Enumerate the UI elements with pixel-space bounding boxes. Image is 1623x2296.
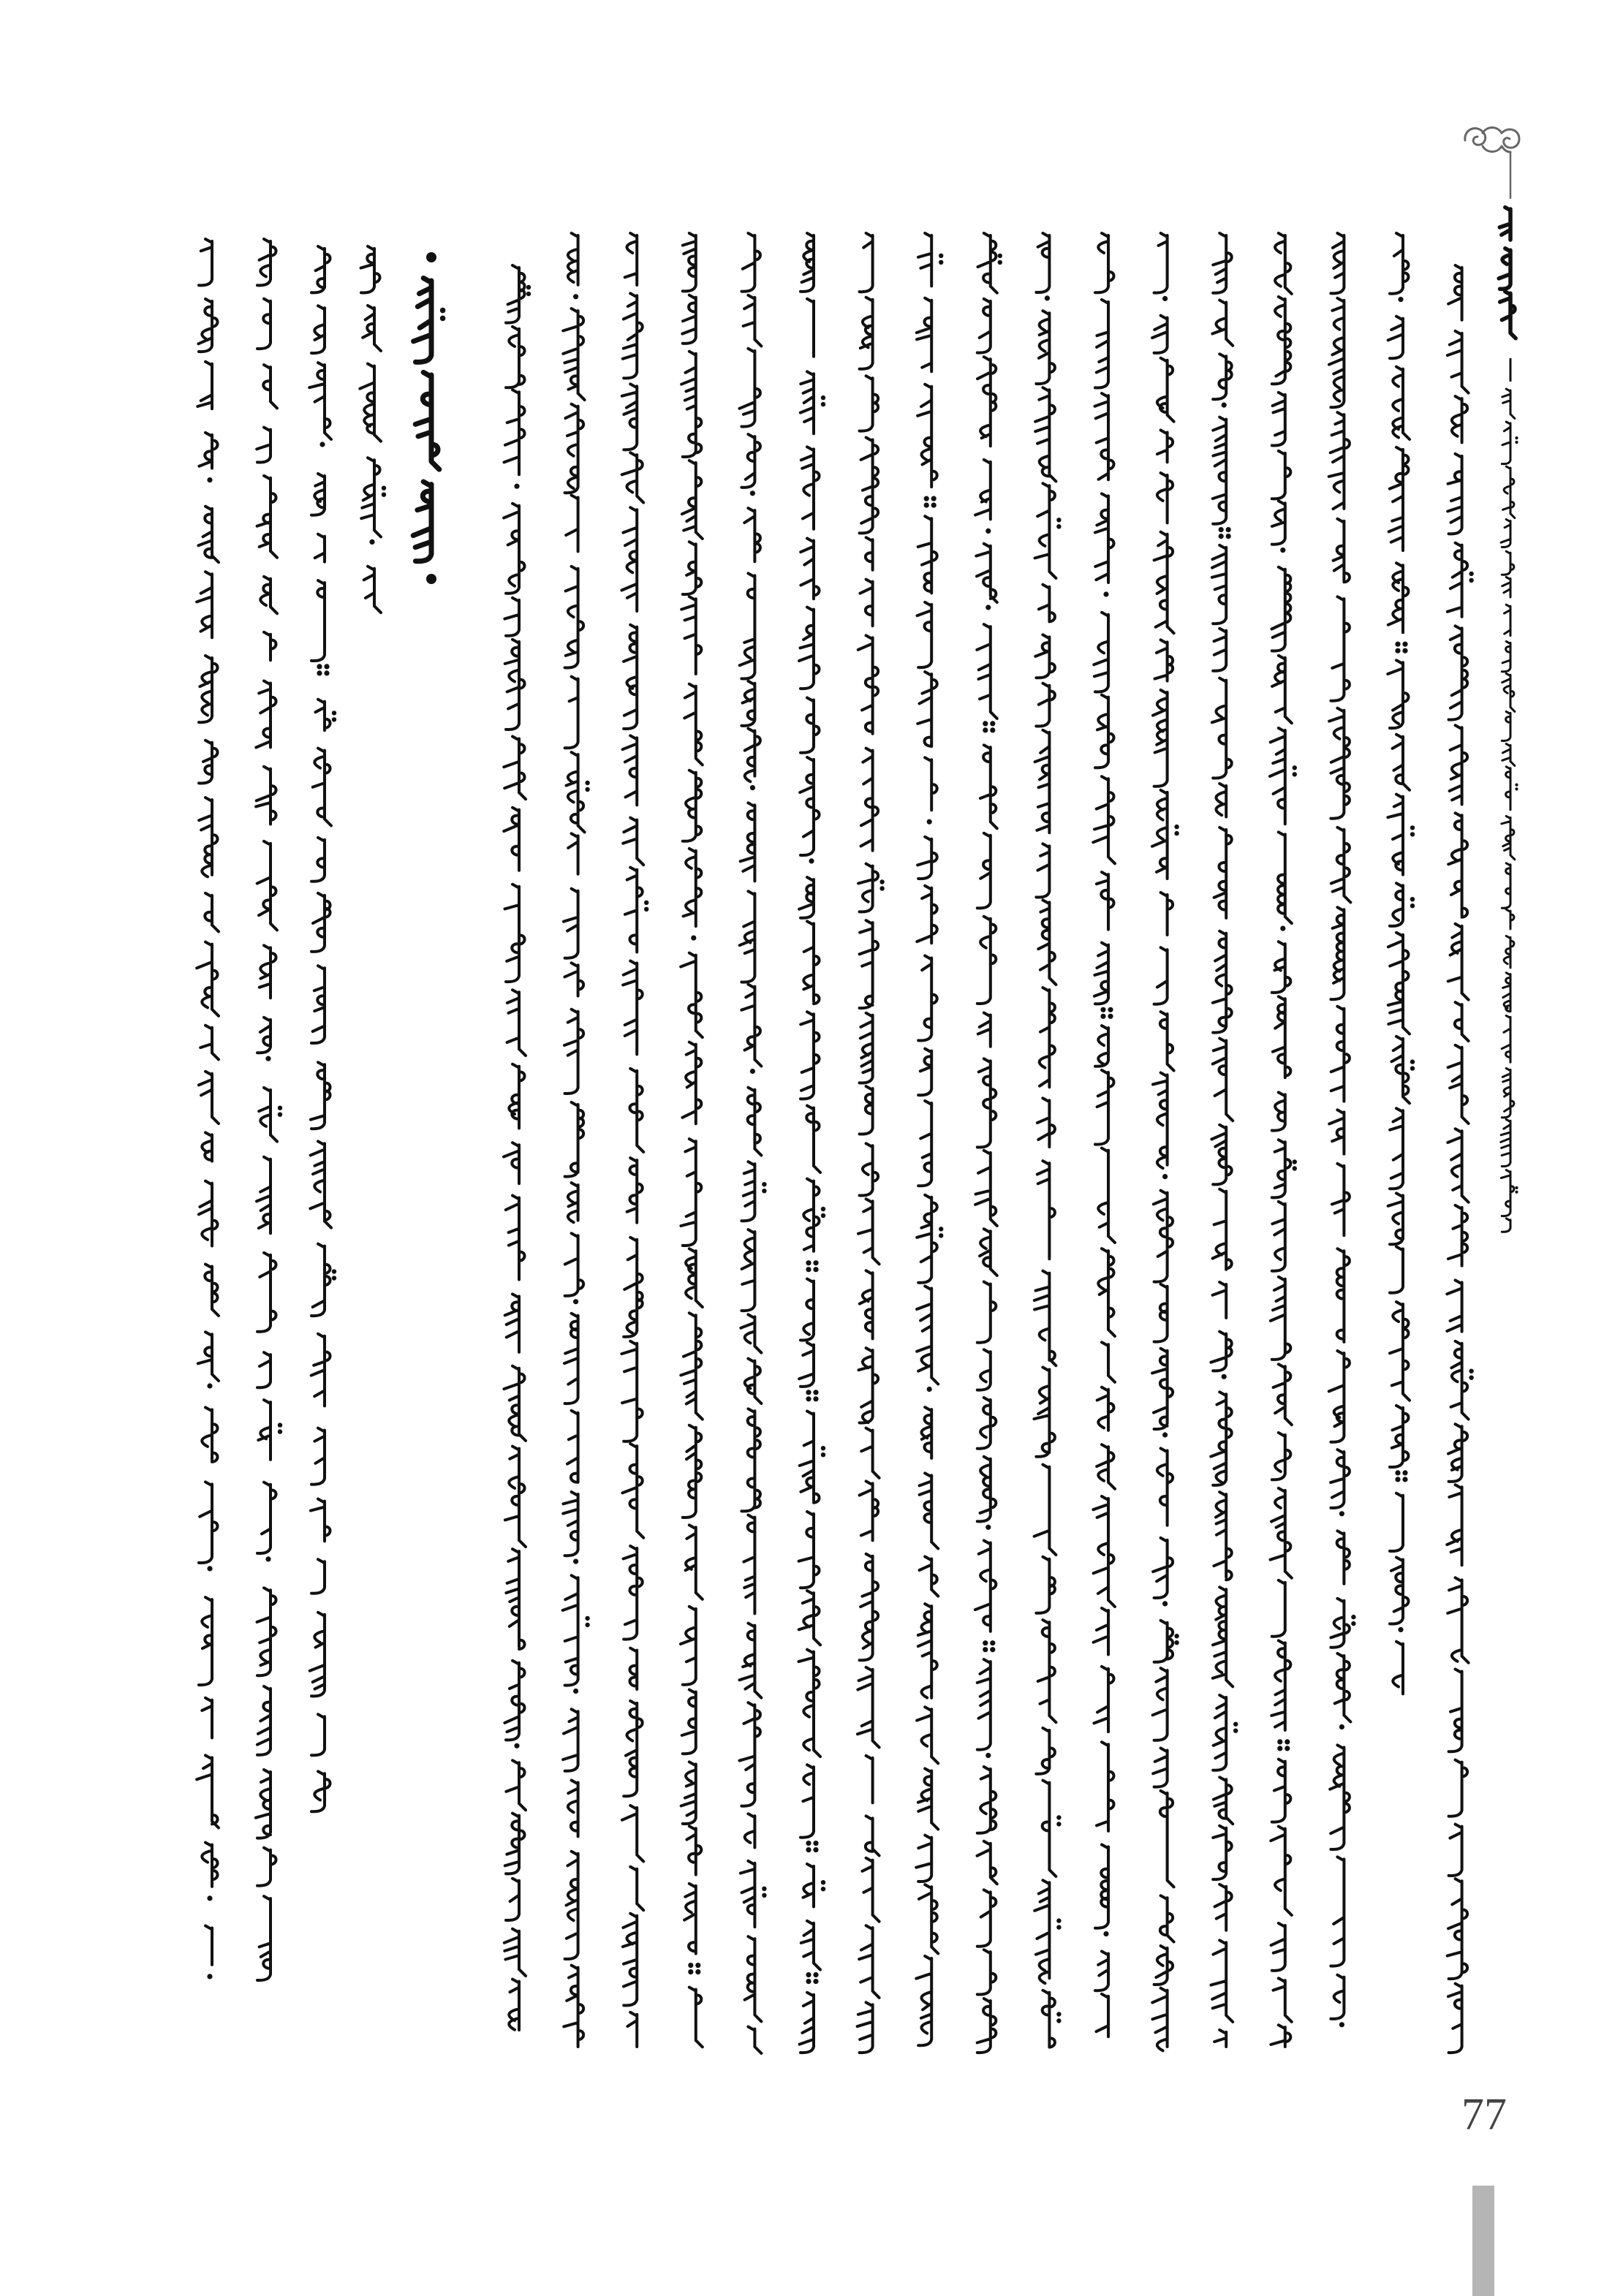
punctuation-mark <box>1277 1746 1282 1751</box>
glyph-dot <box>526 292 531 296</box>
punctuation-mark <box>750 490 755 496</box>
glyph-dot <box>939 260 943 265</box>
punctuation-mark <box>1398 297 1403 302</box>
punctuation-mark <box>1108 1007 1113 1012</box>
prose-line <box>681 233 703 2047</box>
glyph-dot <box>1351 1621 1355 1626</box>
poem-line-strokes <box>256 239 277 1980</box>
prose-line-strokes <box>1211 233 1233 2047</box>
glyph-dot <box>1056 2012 1061 2016</box>
glyph-dot <box>821 1452 825 1457</box>
punctuation-mark <box>324 664 329 669</box>
punctuation-mark <box>806 1396 811 1401</box>
punctuation-mark <box>1339 1724 1344 1729</box>
punctuation-mark <box>1103 1931 1108 1936</box>
punctuation-mark <box>1280 548 1285 553</box>
glyph-dot <box>1233 1729 1238 1733</box>
glyph-dot <box>1056 1918 1061 1922</box>
glyph-dot <box>1174 831 1179 836</box>
prose-line <box>504 265 531 2030</box>
prose-line <box>799 233 826 2053</box>
glyph-dot <box>1410 1066 1415 1070</box>
punctuation-mark <box>1395 1477 1400 1482</box>
glyph-dot <box>939 254 943 258</box>
punctuation-mark <box>514 1743 519 1748</box>
punctuation-mark <box>990 1647 995 1652</box>
glyph-dot <box>1410 897 1415 901</box>
glyph-dot <box>278 1106 282 1110</box>
poem-line <box>197 239 219 1979</box>
glyph-dot <box>644 901 648 905</box>
punctuation-mark <box>1395 1470 1400 1475</box>
prose-line-strokes <box>858 233 879 2053</box>
glyph-dot <box>821 1880 825 1884</box>
prose-line <box>858 233 885 2053</box>
heading-bullet <box>426 252 436 262</box>
glyph-dot <box>332 717 336 721</box>
glyph-dot <box>1410 832 1415 836</box>
glyph-dot <box>998 260 1002 265</box>
glyph-dot <box>998 254 1002 258</box>
glyph-dot <box>1469 1369 1473 1374</box>
prose-line <box>1211 233 1238 2047</box>
running-header <box>1499 208 1518 1232</box>
punctuation-mark <box>265 1556 270 1561</box>
glyph-dot <box>1469 572 1473 576</box>
punctuation-mark <box>983 1647 988 1652</box>
punctuation-mark <box>806 1390 811 1395</box>
poem-text <box>197 239 386 1980</box>
glyph-dot <box>1174 1640 1179 1645</box>
punctuation-mark <box>806 1267 811 1272</box>
glyph-dot <box>278 1113 282 1117</box>
glyph-dot <box>1174 1634 1179 1638</box>
punctuation-mark <box>990 721 995 726</box>
punctuation-mark <box>809 858 814 863</box>
glyph-dot <box>278 1429 282 1433</box>
prose-line <box>1329 233 1356 2027</box>
prose-line <box>1447 265 1474 2053</box>
punctuation-mark <box>324 670 329 675</box>
punctuation-mark <box>1226 534 1231 539</box>
flourish-ornament-curls <box>1465 128 1519 153</box>
poem-line-strokes <box>309 246 331 1811</box>
punctuation-mark <box>688 1969 693 1974</box>
prose-line-strokes <box>1152 233 1174 2050</box>
glyph-dot <box>879 886 884 890</box>
prose-line-strokes <box>563 233 585 2047</box>
punctuation-mark <box>695 1963 700 1968</box>
punctuation-mark <box>1162 1601 1168 1606</box>
prose-line <box>1388 233 1415 1694</box>
glyph-dot <box>1515 784 1518 787</box>
glyph-dot <box>762 1887 766 1891</box>
glyph-dot <box>526 285 531 289</box>
punctuation-mark <box>514 484 519 489</box>
punctuation-mark <box>924 503 929 508</box>
punctuation-mark <box>924 496 929 501</box>
prose-line-strokes <box>799 233 821 2053</box>
punctuation-mark <box>1226 527 1231 532</box>
section-heading-text <box>413 278 445 561</box>
glyph-dot <box>939 1233 943 1238</box>
prose-line-strokes <box>504 265 526 2030</box>
punctuation-mark <box>813 1847 818 1852</box>
punctuation-mark <box>813 1260 818 1265</box>
glyph-dot <box>382 486 386 490</box>
glyph-dot <box>332 1269 336 1273</box>
punctuation-mark <box>1285 1739 1290 1744</box>
prose-line <box>563 233 590 2047</box>
glyph-dot <box>821 395 825 400</box>
glyph-dot <box>332 711 336 715</box>
punctuation-mark <box>691 936 696 941</box>
punctuation-mark <box>207 1383 212 1388</box>
glyph-dot <box>1469 1376 1473 1380</box>
glyph-dot <box>332 1276 336 1280</box>
punctuation-mark <box>207 477 212 482</box>
glyph-dot <box>1293 1159 1297 1164</box>
glyph-dot <box>1233 1722 1238 1727</box>
glyph-dot <box>278 1422 282 1427</box>
punctuation-mark <box>1100 1014 1105 1019</box>
punctuation-mark <box>207 1566 212 1571</box>
glyph-dot <box>1056 1815 1061 1819</box>
punctuation-mark <box>265 1056 270 1061</box>
glyph-dot <box>821 1887 825 1891</box>
poem-line-strokes <box>360 246 381 613</box>
poem-line <box>360 246 386 613</box>
glyph-dot <box>762 1189 766 1193</box>
punctuation-mark <box>1100 1007 1105 1012</box>
running-header-title-strokes <box>1499 208 1516 338</box>
glyph-dot <box>762 1182 766 1186</box>
punctuation-mark <box>813 1390 818 1395</box>
glyph-dot <box>821 1446 825 1450</box>
glyph-dot <box>1174 825 1179 829</box>
page-number: 77 <box>1461 2090 1507 2140</box>
glyph-dot <box>1293 765 1297 770</box>
glyph-dot <box>1056 2018 1061 2023</box>
punctuation-mark <box>1395 642 1400 647</box>
prose-line-strokes <box>1034 233 1056 2047</box>
punctuation-mark <box>573 1559 578 1564</box>
punctuation-mark <box>207 1974 212 1979</box>
prose-line <box>740 233 767 2053</box>
punctuation-mark <box>806 1260 811 1265</box>
punctuation-mark <box>1402 642 1407 647</box>
punctuation-mark <box>317 664 322 669</box>
glyph-dot <box>1515 1186 1518 1189</box>
glyph-dot <box>1056 524 1061 528</box>
glyph-dot <box>1410 825 1415 830</box>
punctuation-mark <box>931 503 937 508</box>
glyph-dot <box>762 1893 766 1898</box>
glyph-dot <box>440 316 446 322</box>
punctuation-mark <box>1398 1627 1403 1632</box>
prose-line-strokes <box>681 233 703 2047</box>
glyph-dot <box>585 1616 589 1621</box>
punctuation-mark <box>1219 527 1224 532</box>
glyph-dot <box>1056 518 1061 522</box>
glyph-dot <box>1410 903 1415 908</box>
glyph-dot <box>1056 1925 1061 1929</box>
prose-line-strokes <box>1447 265 1468 2053</box>
punctuation-mark <box>985 605 991 610</box>
running-header-line <box>1501 389 1518 1232</box>
punctuation-mark <box>927 819 932 825</box>
glyph-dot <box>821 402 825 406</box>
punctuation-mark <box>1277 1739 1282 1744</box>
punctuation-mark <box>1402 648 1407 653</box>
punctuation-mark <box>813 1972 818 1977</box>
running-header-line-strokes <box>1501 389 1515 1232</box>
punctuation-mark <box>750 785 755 790</box>
glyph-dot <box>1351 1615 1355 1619</box>
poem-line-strokes <box>197 239 219 1965</box>
punctuation-mark <box>983 727 988 732</box>
punctuation-mark <box>813 1841 818 1846</box>
punctuation-mark <box>813 1267 818 1272</box>
punctuation-mark <box>1222 1374 1227 1379</box>
punctuation-mark <box>813 1396 818 1401</box>
glyph-dot <box>1056 1822 1061 1826</box>
punctuation-mark <box>1045 295 1050 300</box>
punctuation-mark <box>983 1640 988 1645</box>
punctuation-mark <box>806 1841 811 1846</box>
punctuation-mark <box>806 1979 811 1984</box>
punctuation-mark <box>985 528 991 534</box>
punctuation-mark <box>1402 1470 1407 1475</box>
punctuation-mark <box>1162 1432 1168 1437</box>
prose-line <box>916 233 943 2045</box>
glyph-dot <box>1293 772 1297 776</box>
punctuation-mark <box>1285 1746 1290 1751</box>
prose-line <box>1152 233 1179 2050</box>
punctuation-mark <box>1162 296 1168 301</box>
glyph-dot <box>821 1213 825 1218</box>
punctuation-mark <box>1402 1477 1407 1482</box>
poem-line <box>309 246 336 1811</box>
punctuation-mark <box>750 1069 755 1074</box>
punctuation-mark <box>573 294 578 299</box>
poem-line <box>256 239 282 1980</box>
punctuation-mark <box>1103 591 1108 596</box>
glyph-dot <box>821 1207 825 1211</box>
prose-text <box>504 233 1474 2053</box>
glyph-dot <box>644 907 648 912</box>
flourish-ornament-icon <box>1465 128 1519 200</box>
punctuation-mark <box>695 1969 700 1974</box>
punctuation-mark <box>985 1753 991 1758</box>
punctuation-mark <box>931 496 937 501</box>
prose-line-strokes <box>1093 233 1115 2037</box>
punctuation-mark <box>1108 1014 1113 1019</box>
glyph-dot <box>879 879 884 884</box>
page-edge-bar <box>1472 2186 1494 2296</box>
punctuation-mark <box>1219 534 1224 539</box>
glyph-dot <box>1515 441 1518 444</box>
punctuation-mark <box>369 539 374 545</box>
punctuation-mark <box>207 1895 212 1901</box>
prose-line <box>1093 233 1115 2037</box>
glyph-dot <box>585 1623 589 1627</box>
glyph-dot <box>585 787 589 792</box>
prose-line-strokes <box>621 233 643 2047</box>
punctuation-mark <box>1162 1174 1168 1179</box>
prose-line-strokes <box>1270 233 1292 2047</box>
punctuation-mark <box>1222 403 1227 408</box>
punctuation-mark <box>1280 926 1285 931</box>
punctuation-mark <box>573 1689 578 1694</box>
glyph-dot <box>585 781 589 785</box>
prose-line <box>1034 233 1062 2047</box>
punctuation-mark <box>319 442 325 447</box>
punctuation-mark <box>806 1972 811 1977</box>
glyph-dot <box>1410 1059 1415 1064</box>
glyph-dot <box>1515 436 1518 439</box>
punctuation-mark <box>985 1525 991 1530</box>
prose-line-strokes <box>1329 233 1351 2019</box>
running-header-title <box>1499 208 1516 338</box>
punctuation-mark <box>983 721 988 726</box>
glyph-dot <box>1469 578 1473 583</box>
punctuation-mark <box>1395 648 1400 653</box>
section-heading <box>413 252 445 584</box>
glyph-dot <box>1293 1166 1297 1170</box>
punctuation-mark <box>990 727 995 732</box>
punctuation-mark <box>1339 1511 1344 1516</box>
prose-line-strokes <box>740 233 762 2053</box>
punctuation-mark <box>317 670 322 675</box>
punctuation-mark <box>813 1979 818 1984</box>
glyph-dot <box>1515 787 1518 790</box>
prose-line <box>1270 233 1297 2047</box>
glyph-dot <box>939 1227 943 1231</box>
section-heading-text-strokes <box>413 278 439 561</box>
glyph-dot <box>1515 1191 1518 1194</box>
punctuation-mark <box>1339 2022 1344 2027</box>
glyph-dot <box>382 493 386 497</box>
punctuation-mark <box>927 1387 932 1392</box>
prose-line-strokes <box>975 233 997 2053</box>
heading-bullet <box>426 574 436 584</box>
punctuation-mark <box>573 1299 578 1304</box>
prose-line <box>975 233 1002 2053</box>
glyph-dot <box>440 308 446 314</box>
punctuation-mark <box>688 1963 693 1968</box>
punctuation-mark <box>806 1847 811 1852</box>
prose-line <box>621 233 648 2047</box>
punctuation-mark <box>990 1640 995 1645</box>
